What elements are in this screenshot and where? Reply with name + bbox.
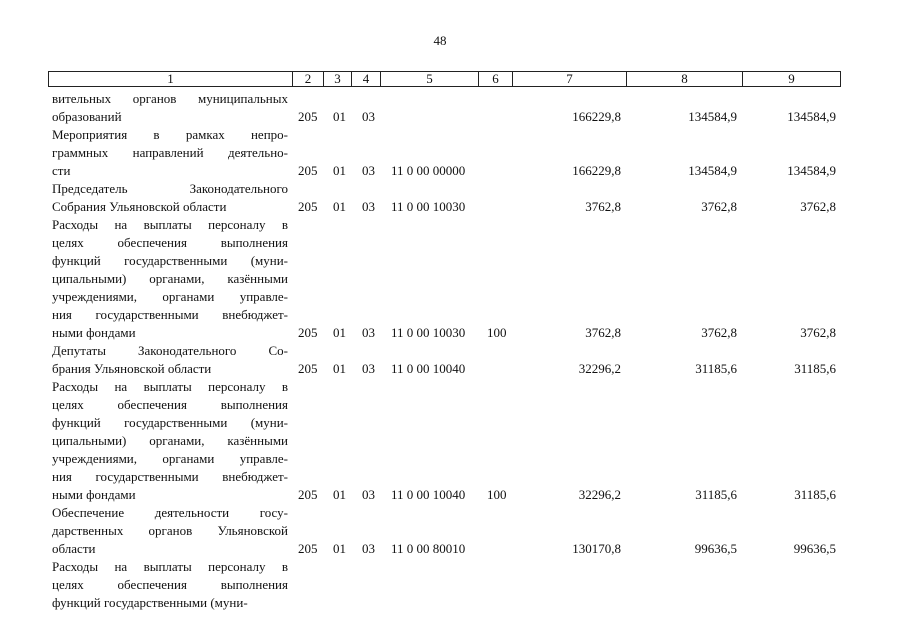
row-name-line: Собрания Ульяновской области — [52, 199, 227, 214]
cell-c7: 166229,8 — [572, 109, 621, 124]
row-name-line: учреждениями, органами управле- — [52, 289, 288, 304]
cell-c9: 3762,8 — [800, 199, 836, 214]
cell-c7: 32296,2 — [578, 361, 621, 376]
cell-c4: 03 — [362, 163, 375, 178]
cell-c3: 01 — [333, 163, 346, 178]
row-name-line: функций государственными (муни- — [52, 595, 248, 610]
column-header: 8 — [627, 72, 743, 87]
row-values — [0, 594, 905, 612]
cell-c5: 11 0 00 80010 — [391, 541, 466, 556]
cell-c3: 01 — [333, 541, 346, 556]
row-name-line: Председатель Законодательного — [52, 181, 288, 196]
row-name-line: целях обеспечения выполнения — [52, 577, 288, 592]
row-name-line: Расходы на выплаты персоналу в — [52, 379, 288, 394]
cell-c8: 134584,9 — [688, 163, 737, 178]
column-header-row — [49, 72, 841, 87]
table-body — [0, 90, 905, 612]
row-values — [0, 162, 905, 180]
cell-c5: 11 0 00 00000 — [391, 163, 466, 178]
page-number: 48 — [433, 33, 447, 48]
cell-c4: 03 — [362, 325, 375, 340]
table-row — [0, 180, 905, 216]
column-header: 7 — [513, 72, 627, 87]
row-name-line: ными фондами — [52, 325, 136, 340]
column-header-table — [48, 71, 841, 87]
row-name-line: Мероприятия в рамках непро- — [52, 127, 288, 142]
row-name-line: ния государственными внебюджет- — [52, 307, 288, 322]
row-name-line: области — [52, 541, 96, 556]
row-name-line: функций государственными (муни- — [52, 415, 288, 430]
row-name-line: дарственных органов Ульяновской — [52, 523, 288, 538]
cell-c3: 01 — [333, 109, 346, 124]
cell-c3: 01 — [333, 325, 346, 340]
cell-c2: 205 — [298, 199, 318, 214]
table-row — [0, 126, 905, 180]
cell-c7: 166229,8 — [572, 163, 621, 178]
row-name-line: брания Ульяновской области — [52, 361, 212, 376]
cell-c6: 100 — [487, 325, 507, 340]
cell-c7: 3762,8 — [585, 325, 621, 340]
cell-c9: 3762,8 — [800, 325, 836, 340]
cell-c7: 130170,8 — [572, 541, 621, 556]
column-header: 9 — [743, 72, 841, 87]
column-header: 3 — [324, 72, 352, 87]
row-values — [0, 540, 905, 558]
row-name-line: Обеспечение деятельности госу- — [52, 505, 288, 520]
row-values — [0, 108, 905, 126]
cell-c4: 03 — [362, 487, 375, 502]
cell-c8: 134584,9 — [688, 109, 737, 124]
cell-c9: 99636,5 — [793, 541, 836, 556]
row-name-line: ципальными) органами, казёнными — [52, 433, 288, 448]
cell-c9: 31185,6 — [794, 361, 836, 376]
cell-c5: 11 0 00 10040 — [391, 361, 466, 376]
row-name-line: целях обеспечения выполнения — [52, 397, 288, 412]
column-header: 1 — [49, 72, 293, 87]
cell-c2: 205 — [298, 541, 318, 556]
row-name-line: ными фондами — [52, 487, 136, 502]
cell-c8: 31185,6 — [695, 487, 737, 502]
table-row — [0, 378, 905, 504]
row-name-line: образований — [52, 109, 122, 124]
table-row — [0, 504, 905, 558]
table-row — [0, 342, 905, 378]
cell-c8: 99636,5 — [694, 541, 737, 556]
row-name-line: Расходы на выплаты персоналу в — [52, 217, 288, 232]
cell-c8: 31185,6 — [695, 361, 737, 376]
column-header: 5 — [381, 72, 479, 87]
row-name-line: ципальными) органами, казёнными — [52, 271, 288, 286]
column-header: 2 — [293, 72, 324, 87]
row-name-line: целях обеспечения выполнения — [52, 235, 288, 250]
row-name-line: функций государственными (муни- — [52, 253, 288, 268]
table-row — [0, 558, 905, 612]
cell-c6: 100 — [487, 487, 507, 502]
cell-c4: 03 — [362, 199, 375, 214]
row-name-line: ния государственными внебюджет- — [52, 469, 288, 484]
cell-c7: 32296,2 — [578, 487, 621, 502]
column-header: 4 — [352, 72, 381, 87]
row-name-line: граммных направлений деятельно- — [52, 145, 288, 160]
row-values — [0, 486, 905, 504]
cell-c9: 134584,9 — [787, 109, 836, 124]
row-name-line: Депутаты Законодательного Со- — [52, 343, 288, 358]
row-name-line: учреждениями, органами управле- — [52, 451, 288, 466]
cell-c9: 134584,9 — [787, 163, 836, 178]
cell-c8: 3762,8 — [701, 199, 737, 214]
cell-c4: 03 — [362, 361, 375, 376]
row-values — [0, 360, 905, 378]
row-name-line: сти — [52, 163, 71, 178]
cell-c4: 03 — [362, 541, 375, 556]
column-header: 6 — [479, 72, 513, 87]
cell-c5: 11 0 00 10030 — [391, 199, 466, 214]
cell-c9: 31185,6 — [794, 487, 836, 502]
cell-c5: 11 0 00 10040 — [391, 487, 466, 502]
row-values — [0, 198, 905, 216]
cell-c3: 01 — [333, 487, 346, 502]
row-values — [0, 324, 905, 342]
cell-c3: 01 — [333, 361, 346, 376]
cell-c2: 205 — [298, 487, 318, 502]
cell-c5: 11 0 00 10030 — [391, 325, 466, 340]
cell-c2: 205 — [298, 361, 318, 376]
row-name-line: вительных органов муниципальных — [52, 91, 288, 106]
cell-c4: 03 — [362, 109, 375, 124]
cell-c2: 205 — [298, 325, 318, 340]
cell-c8: 3762,8 — [701, 325, 737, 340]
cell-c2: 205 — [298, 163, 318, 178]
cell-c7: 3762,8 — [585, 199, 621, 214]
cell-c3: 01 — [333, 199, 346, 214]
table-row — [0, 90, 905, 126]
row-name-line: Расходы на выплаты персоналу в — [52, 559, 288, 574]
table-row — [0, 216, 905, 342]
cell-c2: 205 — [298, 109, 318, 124]
